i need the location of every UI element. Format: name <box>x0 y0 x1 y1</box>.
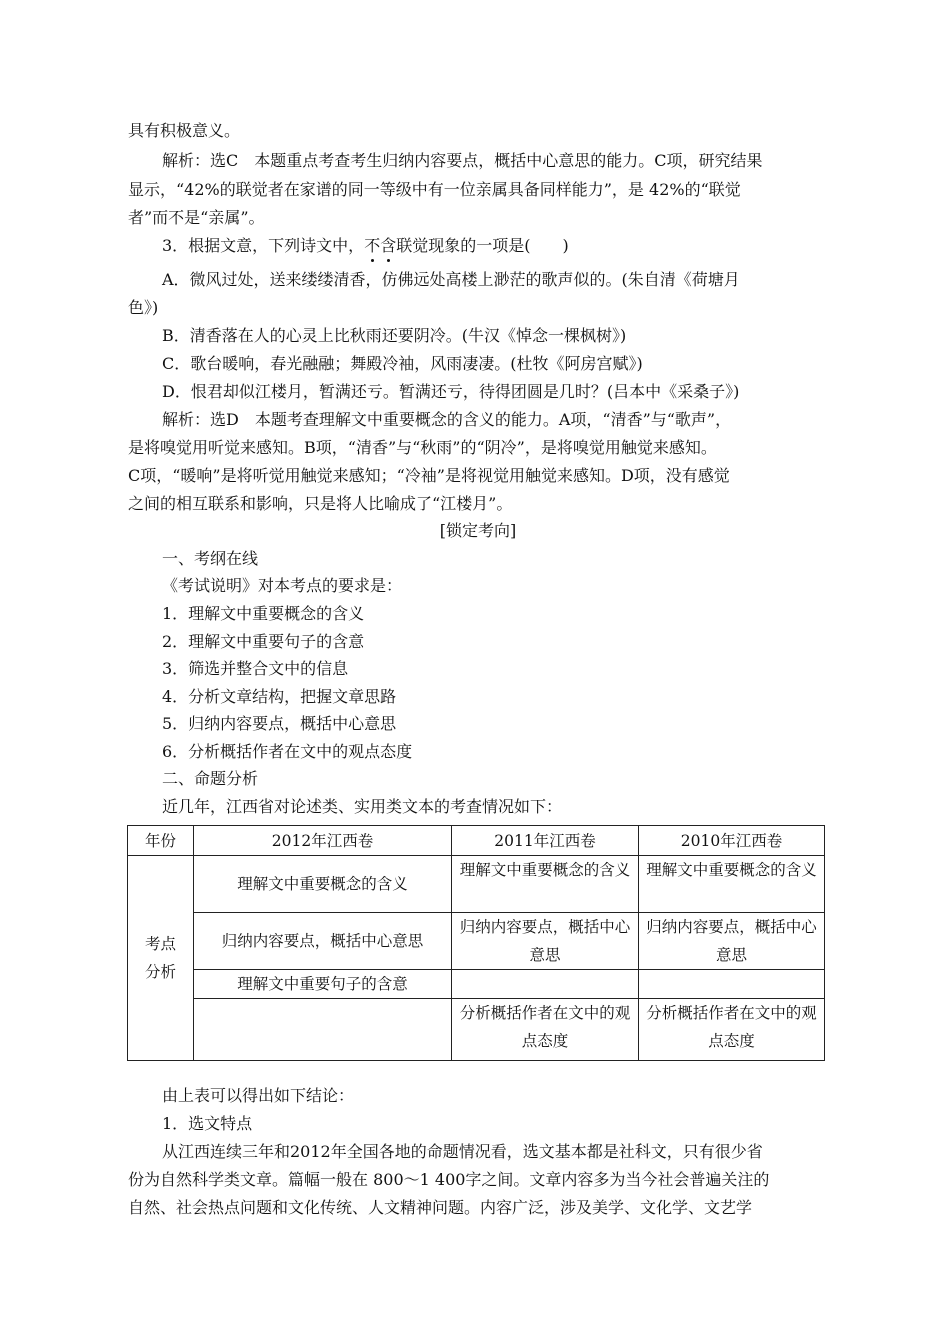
list-item: 3．筛选并整合文中的信息 <box>162 659 349 678</box>
emphasis-char: 含 <box>380 236 397 255</box>
table-row <box>128 999 825 1061</box>
paragraph-line: 显示，“42%的联觉者在家谱的同一等级中有一位亲属具备同样能力”，是 42%的“联觉 <box>128 180 741 199</box>
list-item: 2．理解文中重要句子的含意 <box>162 632 365 651</box>
table-cell: 理解文中重要句子的含意 <box>194 970 452 999</box>
table-row <box>128 856 825 913</box>
paragraph-line: 是将嗅觉用听觉来感知。B项，“清香”与“秋雨”的“阴冷”，是将嗅觉用触觉来感知。 <box>128 438 717 457</box>
table-cell <box>639 970 825 999</box>
paragraph-line: 者”而不是“亲属”。 <box>128 208 265 227</box>
option-c: C．歌台暖响，春光融融；舞殿冷袖，风雨凄凄。(杜牧《阿房宫赋》) <box>162 354 643 373</box>
list-item: 4．分析文章结构，把握文章思路 <box>162 687 397 706</box>
paragraph-line: 近几年，江西省对论述类、实用类文本的考查情况如下： <box>162 797 563 816</box>
question-3-text: 联觉现象的一项是( ) <box>396 236 569 255</box>
paragraph-line: C项，“暖响”是将听觉用触觉来感知；“冷袖”是将视觉用触觉来感知。D项，没有感觉 <box>128 466 730 485</box>
paragraph-line: 具有积极意义。 <box>128 121 241 140</box>
paragraph-line: 自然、社会热点问题和文化传统、人文精神问题。内容广泛，涉及美学、文化学、文艺学 <box>128 1198 753 1217</box>
table-cell <box>194 999 452 1061</box>
header-2010: 2010年江西卷 <box>639 826 825 856</box>
option-a-cont: 色》) <box>128 298 159 317</box>
list-item: 5．归纳内容要点，概括中心意思 <box>162 714 397 733</box>
option-b: B．清香落在人的心灵上比秋雨还要阴冷。(牛汉《悼念一棵枫树》) <box>162 326 627 345</box>
question-3 <box>162 236 828 256</box>
section-heading: [锁定考向] <box>439 521 517 540</box>
table-cell: 归纳内容要点，概括中心意思 <box>639 913 825 970</box>
table-cell: 分析概括作者在文中的观点态度 <box>452 999 639 1061</box>
header-year: 年份 <box>128 826 194 856</box>
list-item: 6．分析概括作者在文中的观点态度 <box>162 742 413 761</box>
table-header-row <box>128 826 825 856</box>
question-3-text: 3．根据文意，下列诗文中， <box>162 236 365 255</box>
paragraph-line: 《考试说明》对本考点的要求是： <box>162 576 403 595</box>
subheading: 二、命题分析 <box>162 769 259 788</box>
subheading: 一、考纲在线 <box>162 549 259 568</box>
subheading: 1．选文特点 <box>162 1114 253 1133</box>
analysis-line: 解析：选C 本题重点考查考生归纳内容要点，概括中心意思的能力。C项，研究结果 <box>162 151 763 170</box>
header-2011: 2011年江西卷 <box>452 826 639 856</box>
list-item: 1．理解文中重要概念的含义 <box>162 604 365 623</box>
option-a: A．微风过处，送来缕缕清香，仿佛远处高楼上渺茫的歌声似的。(朱自清《荷塘月 <box>162 270 740 289</box>
table-cell <box>452 970 639 999</box>
row-label: 考点分析 <box>128 856 194 1061</box>
table-cell: 理解文中重要概念的含义 <box>452 856 639 913</box>
option-d: D．恨君却似江楼月，暂满还亏。暂满还亏，待得团圆是几时？(吕本中《采桑子》) <box>162 382 740 401</box>
header-2012: 2012年江西卷 <box>194 826 452 856</box>
analysis-line: 解析：选D 本题考查理解文中重要概念的含义的能力。A项，“清香”与“歌声”， <box>162 410 732 429</box>
table-cell: 归纳内容要点，概括中心意思 <box>194 913 452 970</box>
paragraph-line: 从江西连续三年和2012年全国各地的命题情况看，选文基本都是社科文，只有很少省 <box>162 1142 763 1161</box>
table-row <box>128 970 825 999</box>
emphasis-char: 不 <box>364 236 381 255</box>
table-cell: 理解文中重要概念的含义 <box>194 856 452 913</box>
exam-analysis-table <box>127 825 825 1061</box>
table-cell: 理解文中重要概念的含义 <box>639 856 825 913</box>
paragraph-line: 份为自然科学类文章。篇幅一般在 800～1 400字之间。文章内容多为当今社会普遍关注的 <box>128 1170 770 1189</box>
table-cell: 归纳内容要点，概括中心意思 <box>452 913 639 970</box>
paragraph-line: 之间的相互联系和影响，只是将人比喻成了“江楼月”。 <box>128 494 513 513</box>
table-cell: 分析概括作者在文中的观点态度 <box>639 999 825 1061</box>
paragraph-line: 由上表可以得出如下结论： <box>162 1086 355 1105</box>
table-row <box>128 913 825 970</box>
